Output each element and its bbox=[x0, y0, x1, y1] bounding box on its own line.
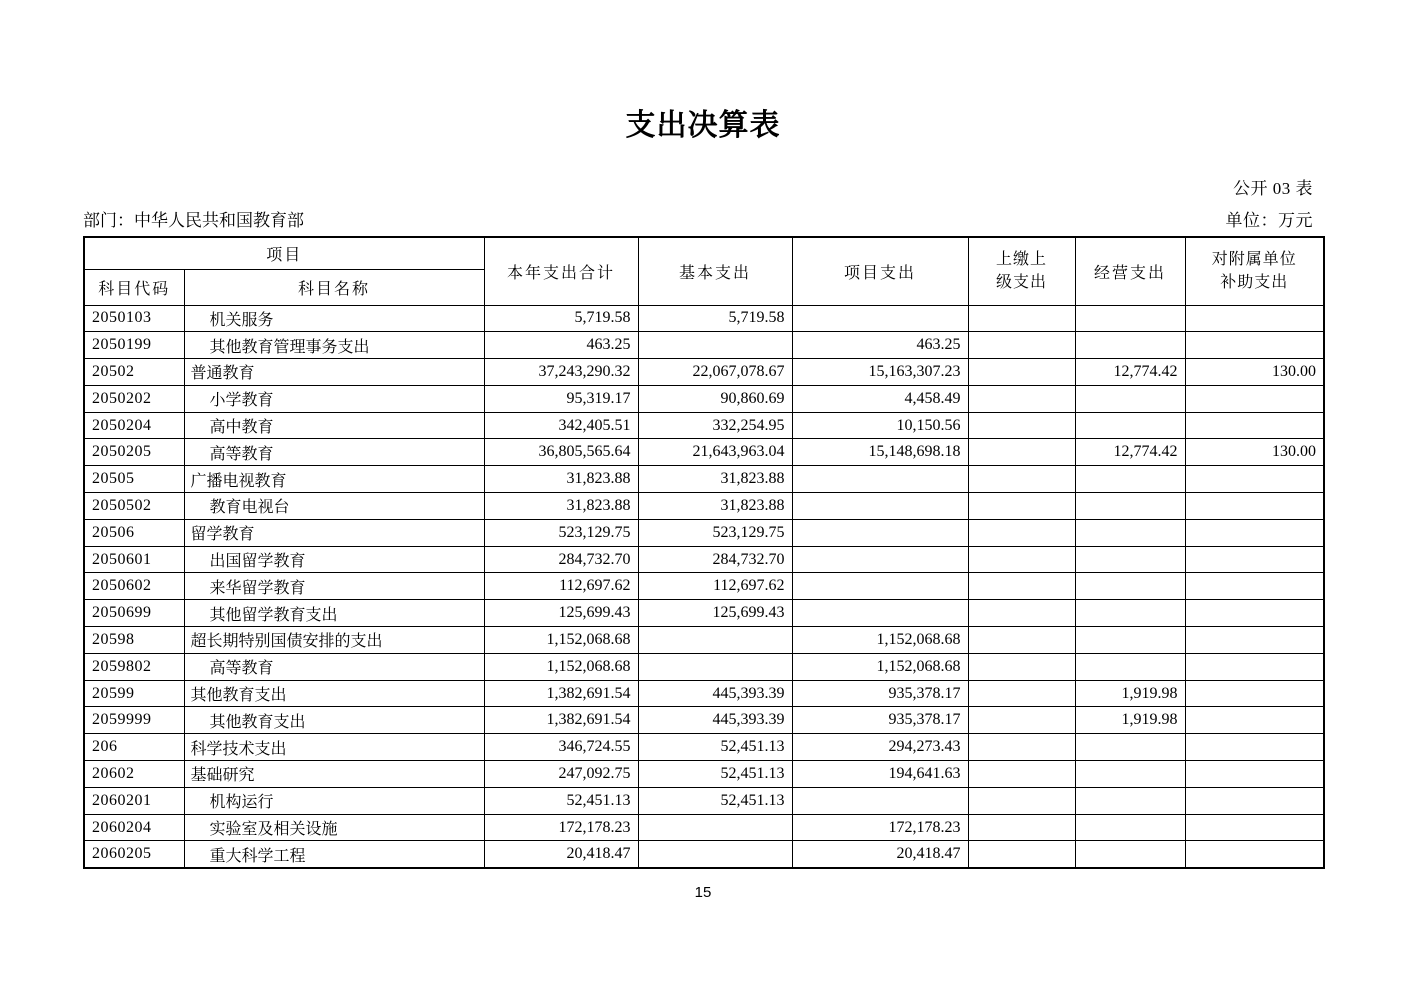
subject-name-cell: 来华留学教育 bbox=[184, 573, 484, 600]
total-amount-cell: 247,092.75 bbox=[484, 761, 638, 788]
subject-name-cell: 高中教育 bbox=[184, 412, 484, 439]
subject-name-cell: 其他教育支出 bbox=[184, 707, 484, 734]
total-amount-cell: 1,382,691.54 bbox=[484, 707, 638, 734]
upper-level-cell bbox=[968, 466, 1075, 493]
header-basic: 基本支出 bbox=[638, 237, 792, 305]
operating-expense-cell bbox=[1075, 305, 1185, 332]
subject-name-cell: 广播电视教育 bbox=[184, 466, 484, 493]
operating-expense-cell bbox=[1075, 546, 1185, 573]
subsidy-cell bbox=[1185, 600, 1324, 627]
basic-expense-cell: 52,451.13 bbox=[638, 787, 792, 814]
project-expense-cell: 294,273.43 bbox=[792, 734, 968, 761]
project-expense-cell bbox=[792, 305, 968, 332]
upper-level-cell bbox=[968, 761, 1075, 788]
subject-name-cell: 基础研究 bbox=[184, 761, 484, 788]
operating-expense-cell bbox=[1075, 493, 1185, 520]
header-subject-name: 科目名称 bbox=[184, 269, 484, 305]
basic-expense-cell bbox=[638, 332, 792, 359]
subject-name-cell: 教育电视台 bbox=[184, 493, 484, 520]
total-amount-cell: 31,823.88 bbox=[484, 466, 638, 493]
subject-code-cell: 2060205 bbox=[84, 841, 184, 868]
subject-code-cell: 2050602 bbox=[84, 573, 184, 600]
unit-label: 单位：万元 bbox=[1225, 211, 1313, 230]
subject-code-cell: 2060201 bbox=[84, 787, 184, 814]
project-expense-cell: 15,163,307.23 bbox=[792, 359, 968, 386]
total-amount-cell: 1,382,691.54 bbox=[484, 680, 638, 707]
upper-level-cell bbox=[968, 734, 1075, 761]
subject-code-cell: 2050502 bbox=[84, 493, 184, 520]
subsidy-cell bbox=[1185, 412, 1324, 439]
basic-expense-cell: 21,643,963.04 bbox=[638, 439, 792, 466]
table-row bbox=[84, 439, 1324, 466]
upper-level-cell bbox=[968, 787, 1075, 814]
header-operating: 经营支出 bbox=[1075, 237, 1185, 305]
basic-expense-cell bbox=[638, 653, 792, 680]
project-expense-cell bbox=[792, 493, 968, 520]
table-row bbox=[84, 493, 1324, 520]
subject-name-cell: 高等教育 bbox=[184, 653, 484, 680]
upper-level-cell bbox=[968, 814, 1075, 841]
project-expense-cell: 20,418.47 bbox=[792, 841, 968, 868]
operating-expense-cell bbox=[1075, 841, 1185, 868]
subject-code-cell: 2050699 bbox=[84, 600, 184, 627]
total-amount-cell: 20,418.47 bbox=[484, 841, 638, 868]
subsidy-cell bbox=[1185, 627, 1324, 654]
table-row bbox=[84, 707, 1324, 734]
subsidy-cell: 130.00 bbox=[1185, 359, 1324, 386]
project-expense-cell: 935,378.17 bbox=[792, 707, 968, 734]
table-row bbox=[84, 841, 1324, 868]
subject-code-cell: 20602 bbox=[84, 761, 184, 788]
table-row bbox=[84, 761, 1324, 788]
total-amount-cell: 346,724.55 bbox=[484, 734, 638, 761]
subsidy-cell bbox=[1185, 814, 1324, 841]
project-expense-cell: 935,378.17 bbox=[792, 680, 968, 707]
operating-expense-cell bbox=[1075, 627, 1185, 654]
project-expense-cell bbox=[792, 466, 968, 493]
subject-code-cell: 2050202 bbox=[84, 385, 184, 412]
table-row bbox=[84, 627, 1324, 654]
subject-code-cell: 20506 bbox=[84, 519, 184, 546]
table-row bbox=[84, 573, 1324, 600]
subject-code-cell: 2050205 bbox=[84, 439, 184, 466]
project-expense-cell bbox=[792, 519, 968, 546]
subject-code-cell: 2050103 bbox=[84, 305, 184, 332]
operating-expense-cell bbox=[1075, 519, 1185, 546]
operating-expense-cell: 1,919.98 bbox=[1075, 680, 1185, 707]
table-header bbox=[84, 237, 1324, 305]
document-page bbox=[0, 100, 1403, 992]
upper-level-cell bbox=[968, 359, 1075, 386]
subsidy-cell bbox=[1185, 332, 1324, 359]
project-expense-cell: 1,152,068.68 bbox=[792, 653, 968, 680]
upper-level-cell bbox=[968, 627, 1075, 654]
header-subsidy bbox=[1185, 237, 1324, 305]
header-row-1 bbox=[84, 237, 1324, 269]
basic-expense-cell: 445,393.39 bbox=[638, 707, 792, 734]
subsidy-cell: 130.00 bbox=[1185, 439, 1324, 466]
project-expense-cell bbox=[792, 546, 968, 573]
operating-expense-cell bbox=[1075, 412, 1185, 439]
table-row bbox=[84, 600, 1324, 627]
project-expense-cell: 463.25 bbox=[792, 332, 968, 359]
total-amount-cell: 5,719.58 bbox=[484, 305, 638, 332]
table-row bbox=[84, 546, 1324, 573]
subject-code-cell: 20505 bbox=[84, 466, 184, 493]
basic-expense-cell bbox=[638, 841, 792, 868]
table-row bbox=[84, 680, 1324, 707]
total-amount-cell: 1,152,068.68 bbox=[484, 653, 638, 680]
basic-expense-cell: 5,719.58 bbox=[638, 305, 792, 332]
operating-expense-cell bbox=[1075, 814, 1185, 841]
operating-expense-cell bbox=[1075, 332, 1185, 359]
subject-name-cell: 机构运行 bbox=[184, 787, 484, 814]
upper-level-cell bbox=[968, 653, 1075, 680]
project-expense-cell: 172,178.23 bbox=[792, 814, 968, 841]
project-expense-cell bbox=[792, 573, 968, 600]
project-expense-cell: 15,148,698.18 bbox=[792, 439, 968, 466]
table-row bbox=[84, 519, 1324, 546]
upper-level-cell bbox=[968, 385, 1075, 412]
upper-level-cell bbox=[968, 680, 1075, 707]
operating-expense-cell bbox=[1075, 787, 1185, 814]
upper-level-cell bbox=[968, 412, 1075, 439]
table-row bbox=[84, 653, 1324, 680]
basic-expense-cell: 90,860.69 bbox=[638, 385, 792, 412]
subject-code-cell: 2050204 bbox=[84, 412, 184, 439]
total-amount-cell: 112,697.62 bbox=[484, 573, 638, 600]
upper-level-cell bbox=[968, 332, 1075, 359]
basic-expense-cell bbox=[638, 627, 792, 654]
total-amount-cell: 523,129.75 bbox=[484, 519, 638, 546]
operating-expense-cell bbox=[1075, 385, 1185, 412]
subsidy-cell bbox=[1185, 841, 1324, 868]
basic-expense-cell: 112,697.62 bbox=[638, 573, 792, 600]
basic-expense-cell: 284,732.70 bbox=[638, 546, 792, 573]
basic-expense-cell: 52,451.13 bbox=[638, 761, 792, 788]
header-subsidy-line2: 补助支出 bbox=[1220, 274, 1289, 292]
header-upper-level-line1: 上缴上 bbox=[996, 251, 1048, 269]
table-row bbox=[84, 359, 1324, 386]
subsidy-cell bbox=[1185, 493, 1324, 520]
table-row bbox=[84, 814, 1324, 841]
project-expense-cell bbox=[792, 600, 968, 627]
total-amount-cell: 125,699.43 bbox=[484, 600, 638, 627]
total-amount-cell: 1,152,068.68 bbox=[484, 627, 638, 654]
subsidy-cell bbox=[1185, 305, 1324, 332]
operating-expense-cell bbox=[1075, 653, 1185, 680]
subject-name-cell: 其他教育支出 bbox=[184, 680, 484, 707]
total-amount-cell: 31,823.88 bbox=[484, 493, 638, 520]
upper-level-cell bbox=[968, 519, 1075, 546]
total-amount-cell: 37,243,290.32 bbox=[484, 359, 638, 386]
header-project-group: 项目 bbox=[84, 237, 484, 269]
operating-expense-cell: 12,774.42 bbox=[1075, 359, 1185, 386]
subsidy-cell bbox=[1185, 707, 1324, 734]
total-amount-cell: 342,405.51 bbox=[484, 412, 638, 439]
table-row bbox=[84, 305, 1324, 332]
subject-name-cell: 高等教育 bbox=[184, 439, 484, 466]
operating-expense-cell bbox=[1075, 761, 1185, 788]
department-label: 部门：中华人民共和国教育部 bbox=[83, 211, 304, 230]
form-number-label: 公开 03 表 bbox=[1233, 179, 1313, 198]
basic-expense-cell: 125,699.43 bbox=[638, 600, 792, 627]
subsidy-cell bbox=[1185, 653, 1324, 680]
project-expense-cell: 1,152,068.68 bbox=[792, 627, 968, 654]
subject-name-cell: 重大科学工程 bbox=[184, 841, 484, 868]
project-expense-cell: 10,150.56 bbox=[792, 412, 968, 439]
subject-code-cell: 2059802 bbox=[84, 653, 184, 680]
subsidy-cell bbox=[1185, 680, 1324, 707]
page-number: 15 bbox=[694, 883, 712, 901]
total-amount-cell: 36,805,565.64 bbox=[484, 439, 638, 466]
upper-level-cell bbox=[968, 305, 1075, 332]
subject-name-cell: 实验室及相关设施 bbox=[184, 814, 484, 841]
table-row bbox=[84, 787, 1324, 814]
subject-name-cell: 其他教育管理事务支出 bbox=[184, 332, 484, 359]
basic-expense-cell: 332,254.95 bbox=[638, 412, 792, 439]
subject-code-cell: 20598 bbox=[84, 627, 184, 654]
upper-level-cell bbox=[968, 493, 1075, 520]
subject-name-cell: 超长期特别国债安排的支出 bbox=[184, 627, 484, 654]
header-total: 本年支出合计 bbox=[484, 237, 638, 305]
subsidy-cell bbox=[1185, 573, 1324, 600]
basic-expense-cell: 445,393.39 bbox=[638, 680, 792, 707]
basic-expense-cell bbox=[638, 814, 792, 841]
subject-code-cell: 2060204 bbox=[84, 814, 184, 841]
upper-level-cell bbox=[968, 600, 1075, 627]
subject-code-cell: 206 bbox=[84, 734, 184, 761]
total-amount-cell: 172,178.23 bbox=[484, 814, 638, 841]
basic-expense-cell: 22,067,078.67 bbox=[638, 359, 792, 386]
total-amount-cell: 95,319.17 bbox=[484, 385, 638, 412]
header-subsidy-line1: 对附属单位 bbox=[1211, 251, 1297, 269]
subsidy-cell bbox=[1185, 385, 1324, 412]
operating-expense-cell bbox=[1075, 734, 1185, 761]
upper-level-cell bbox=[968, 707, 1075, 734]
project-expense-cell bbox=[792, 787, 968, 814]
expenditure-table bbox=[83, 236, 1325, 869]
total-amount-cell: 52,451.13 bbox=[484, 787, 638, 814]
page-content bbox=[83, 100, 1323, 901]
subsidy-cell bbox=[1185, 761, 1324, 788]
table-row bbox=[84, 332, 1324, 359]
table-row bbox=[84, 385, 1324, 412]
subsidy-cell bbox=[1185, 787, 1324, 814]
subsidy-cell bbox=[1185, 734, 1324, 761]
subject-name-cell: 留学教育 bbox=[184, 519, 484, 546]
header-project-expense: 项目支出 bbox=[792, 237, 968, 305]
upper-level-cell bbox=[968, 439, 1075, 466]
subject-name-cell: 小学教育 bbox=[184, 385, 484, 412]
table-row bbox=[84, 734, 1324, 761]
page-title: 支出决算表 bbox=[625, 109, 781, 142]
upper-level-cell bbox=[968, 573, 1075, 600]
subject-code-cell: 2059999 bbox=[84, 707, 184, 734]
upper-level-cell bbox=[968, 841, 1075, 868]
table-body bbox=[84, 305, 1324, 868]
upper-level-cell bbox=[968, 546, 1075, 573]
header-upper-level-line2: 级支出 bbox=[996, 274, 1048, 292]
subject-code-cell: 2050601 bbox=[84, 546, 184, 573]
subject-code-cell: 20502 bbox=[84, 359, 184, 386]
table-row bbox=[84, 466, 1324, 493]
total-amount-cell: 284,732.70 bbox=[484, 546, 638, 573]
subject-name-cell: 普通教育 bbox=[184, 359, 484, 386]
subject-name-cell: 其他留学教育支出 bbox=[184, 600, 484, 627]
meta-row bbox=[83, 206, 1323, 231]
subsidy-cell bbox=[1185, 546, 1324, 573]
subject-code-cell: 20599 bbox=[84, 680, 184, 707]
subsidy-cell bbox=[1185, 466, 1324, 493]
subject-name-cell: 科学技术支出 bbox=[184, 734, 484, 761]
basic-expense-cell: 52,451.13 bbox=[638, 734, 792, 761]
table-row bbox=[84, 412, 1324, 439]
operating-expense-cell: 1,919.98 bbox=[1075, 707, 1185, 734]
basic-expense-cell: 31,823.88 bbox=[638, 466, 792, 493]
header-subject-code: 科目代码 bbox=[84, 269, 184, 305]
subject-name-cell: 出国留学教育 bbox=[184, 546, 484, 573]
basic-expense-cell: 523,129.75 bbox=[638, 519, 792, 546]
operating-expense-cell bbox=[1075, 466, 1185, 493]
total-amount-cell: 463.25 bbox=[484, 332, 638, 359]
operating-expense-cell bbox=[1075, 573, 1185, 600]
subject-name-cell: 机关服务 bbox=[184, 305, 484, 332]
subject-code-cell: 2050199 bbox=[84, 332, 184, 359]
project-expense-cell: 194,641.63 bbox=[792, 761, 968, 788]
operating-expense-cell bbox=[1075, 600, 1185, 627]
header-upper-level bbox=[968, 237, 1075, 305]
subsidy-cell bbox=[1185, 519, 1324, 546]
basic-expense-cell: 31,823.88 bbox=[638, 493, 792, 520]
project-expense-cell: 4,458.49 bbox=[792, 385, 968, 412]
operating-expense-cell: 12,774.42 bbox=[1075, 439, 1185, 466]
